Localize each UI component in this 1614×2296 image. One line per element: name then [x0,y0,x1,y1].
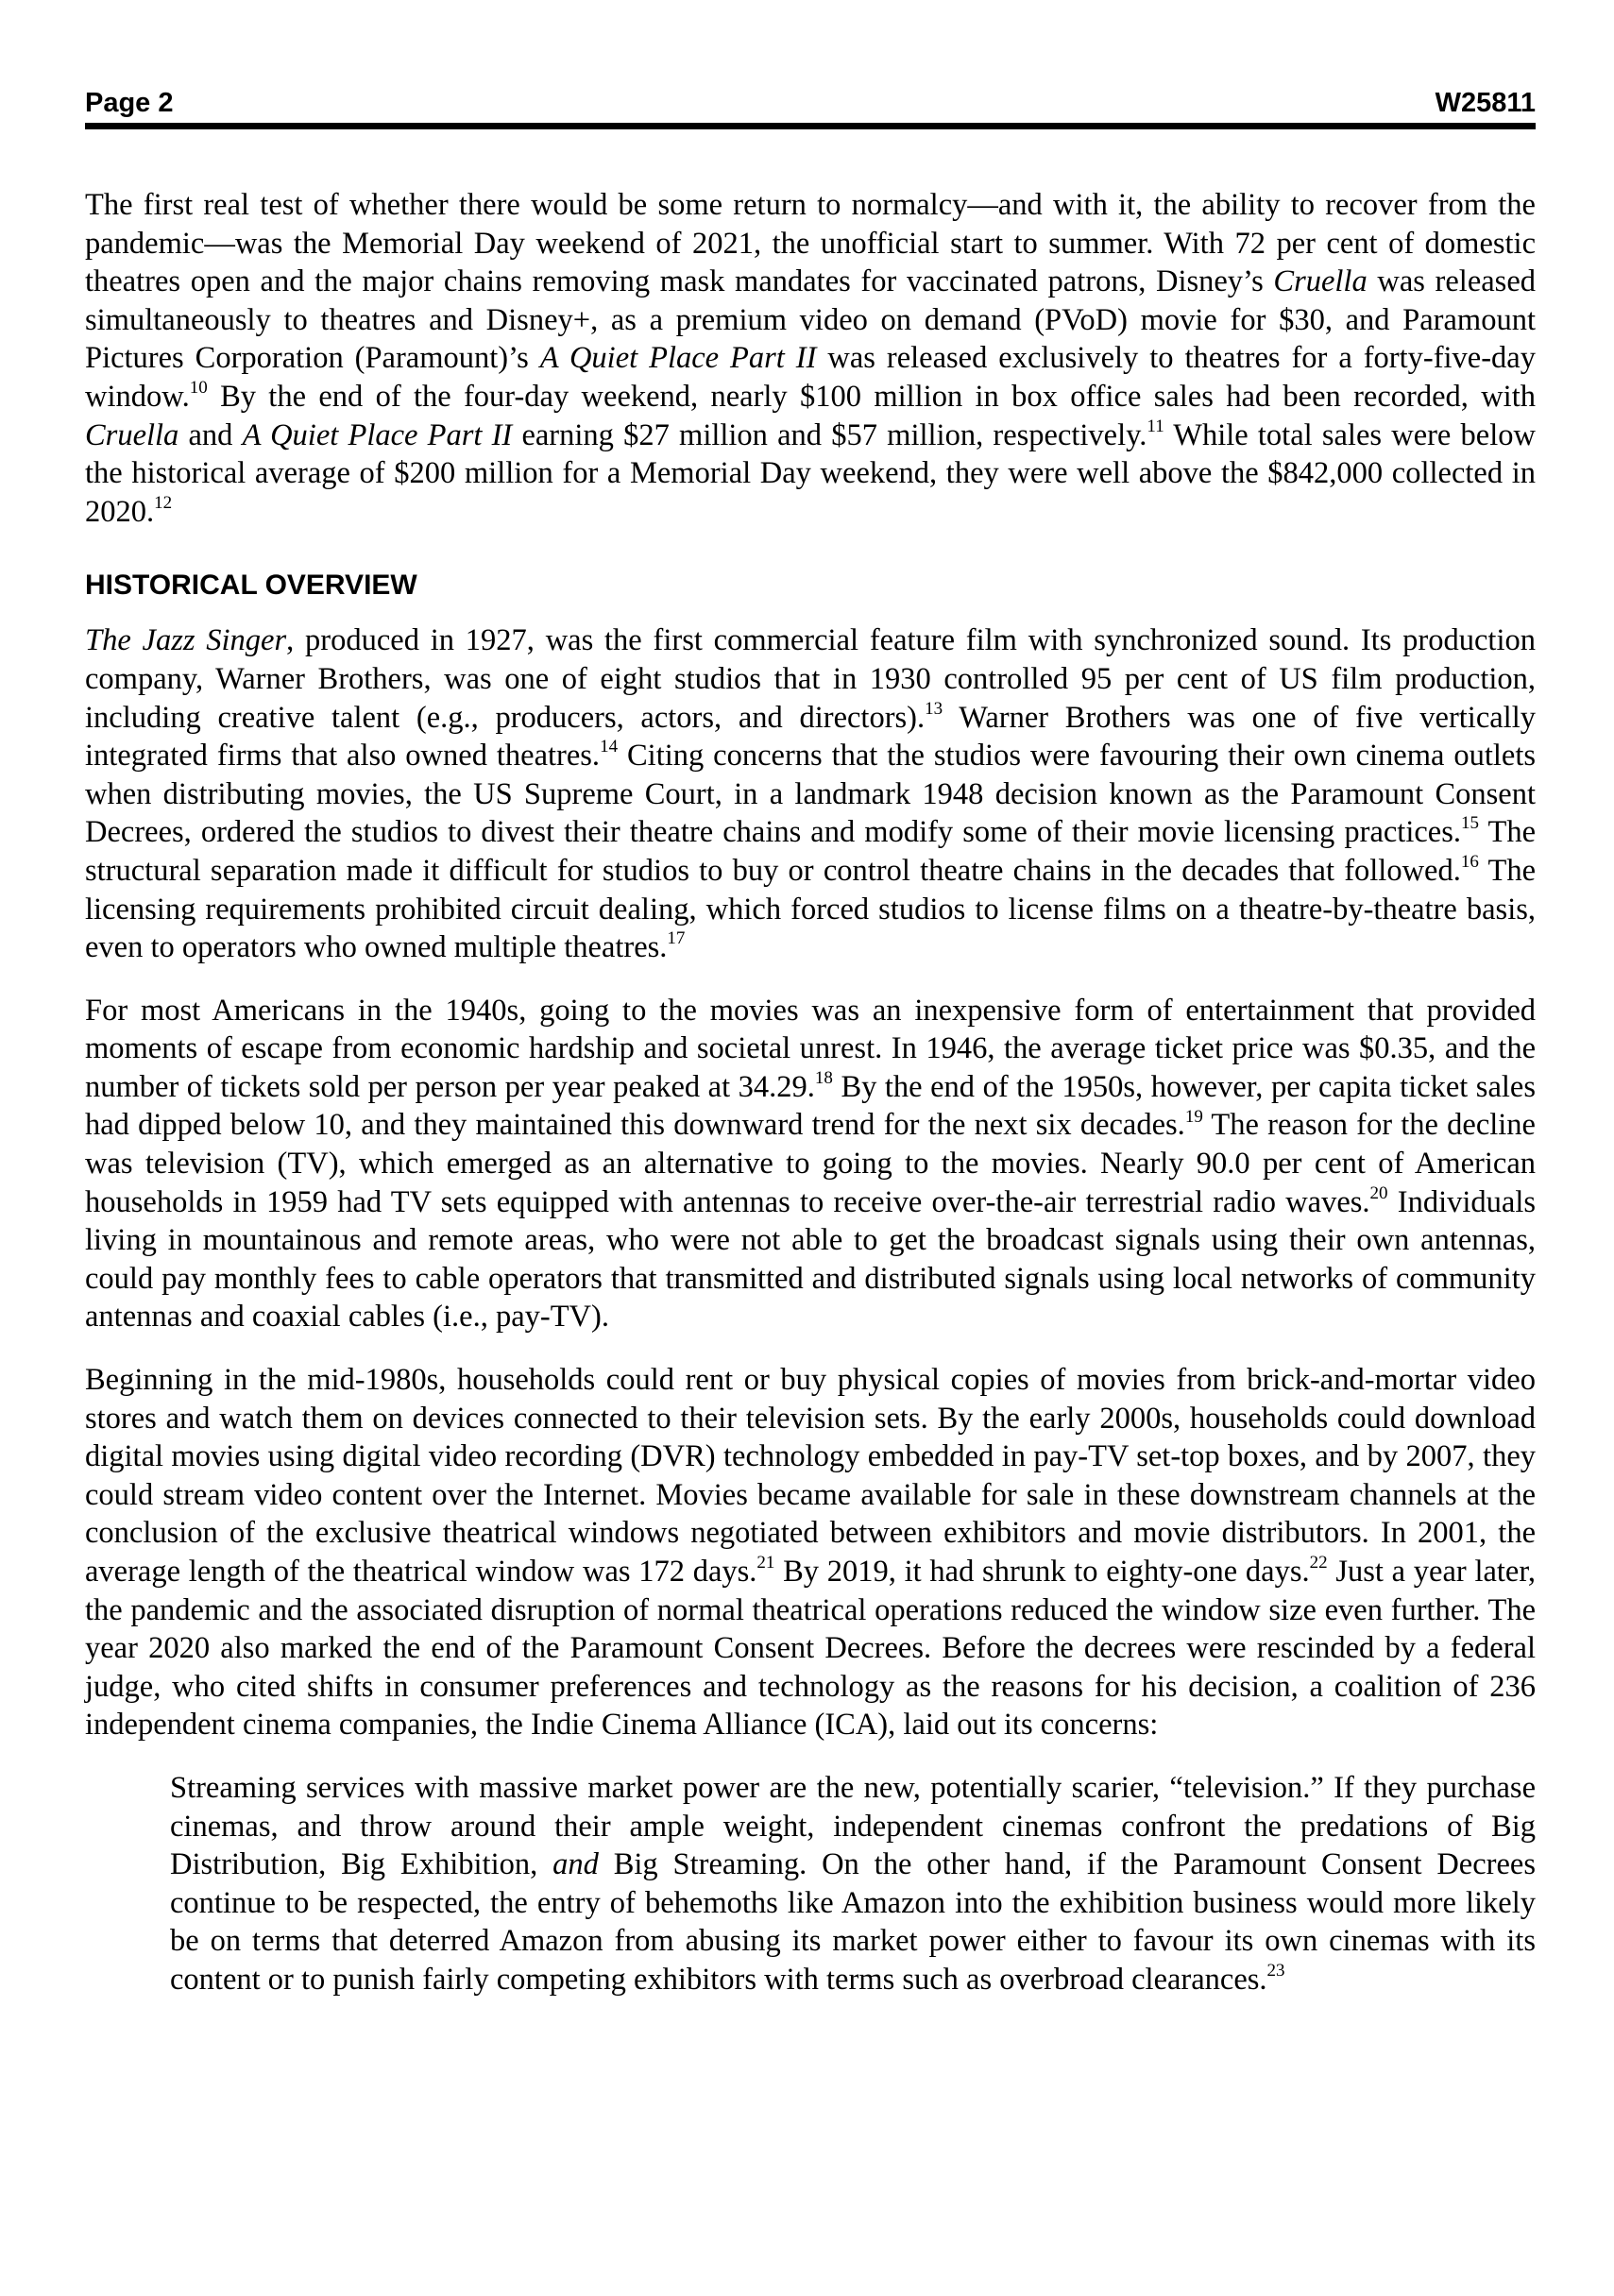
film-title: Cruella [1273,264,1368,299]
footnote-ref: 20 [1369,1182,1388,1203]
text-run: By the end of the 1950s, however, per capita ticket sales had dipped below 10, and they maintained this downward trend for the next six decades. [85,1069,1536,1143]
text-run: was released exclusively to theatres for a forty-five-day window. [85,341,1536,414]
text-run: Individuals living in mountainous and remote areas, who were not able to get the broadcast signals using their own antennas, could pay monthly fees to cable operators that transmitted and distributed signals using local networks of community antennas and coaxial cables (i.e., pay-TV). [85,1184,1537,1335]
text-run: For most Americans in the 1940s, going to the movies was an inexpensive form of entertainment that provided moments of escape from economic hardship and societal unrest. In 1946, the average ticket price was $0.35, and the number of tickets sold per person per year peaked at 34.29. [85,993,1536,1104]
header-rule [85,123,1536,129]
footnote-ref: 15 [1460,813,1479,834]
text-run: While total sales were below the historical average of $200 million for a Memorial Day weekend, they were well above the $842,000 collected in 2020. [85,417,1536,529]
paragraph-jazz-singer [85,621,1536,966]
paragraph-1980s [85,1361,1536,1744]
text-run: , produced in 1927, was the first commercial feature film with synchronized sound. Its production company, Warner Brothers, was one of eight studios that in 1930 controlled 95 per cent of US film production, including creative talent (e.g., producers, actors, and directors). [85,623,1536,735]
body-text [85,186,1536,1999]
footnote-ref: 10 [189,378,208,399]
section-heading: HISTORICAL OVERVIEW [85,570,417,602]
text-run: Warner Brothers was one of five vertically integrated firms that also owned theatres. [85,700,1536,774]
text-run: The licensing requirements prohibited circuit dealing, which forced studios to license films on a theatre-by-theatre basis, even to operators who owned multiple theatres. [85,853,1536,965]
text-run: earning $27 million and $57 million, respectively. [512,417,1147,452]
text-run: Beginning in the mid-1980s, households could rent or buy physical copies of movies from brick-and-mortar video stores and watch them on devices connected to their television sets. By the early 2000s, households could download digital movies using digital video recording (DVR) technology embedded in pay-TV set-top boxes, and by 2007, they could stream video content over the Internet. Movies became available for sale in these downstream channels at the conclusion of the exclusive theatrical windows negotiated between exhibitors and movie distributors. In 2001, the average length of the theatrical window was 172 days. [85,1363,1536,1589]
text-run: The first real test of whether there would be some return to normalcy—and with it, the ability to recover from the pandemic—was the Memorial Day weekend of 2021, the unofficial start to summer. With 72 per cent of domestic theatres open and the major chains removing mask mandates for vaccinated patrons, Disney’s [85,188,1536,299]
footnote-ref: 23 [1266,1961,1285,1981]
footnote-ref: 22 [1309,1553,1328,1573]
film-title: A Quiet Place Part II [539,341,817,376]
text-run: By 2019, it had shrunk to eighty-one days. [774,1555,1310,1589]
page-number: Page 2 [85,88,174,118]
footnote-ref: 13 [925,698,943,719]
paragraph-memorial-day [85,186,1536,531]
case-number: W25811 [1435,88,1536,118]
text-run: Just a year later, the pandemic and the associated disruption of normal theatrical operations reduced the window size even further. The year 2020 also marked the end of the Paramount Consent Decrees. Before the decrees were rescinded by a federal judge, who cited shifts in consumer preferences and technology as the reasons for his decision, a coalition of 236 independent cinema companies, the Indie Cinema Alliance (ICA), laid out its concerns: [85,1555,1537,1743]
footnote-ref: 11 [1147,416,1164,436]
film-title: A Quiet Place Part II [242,417,513,452]
text-run: Citing concerns that the studios were favouring their own cinema outlets when distributing movies, the US Supreme Court, in a landmark 1948 decision known as the Paramount Consent Decrees, ordered the studios to divest their theatre chains and modify some of their movie licensing practices. [85,739,1537,850]
text-run: Streaming services with massive market power are the new, potentially scarier, “television.” If they purchase cinemas, and throw around their ample weight, independent cinemas confront the predations of Big Distribution, Big Exhibition, [170,1770,1536,1882]
text-run: was released simultaneously to theatres and Disney+, as a premium video on demand (PVoD) movie for $30, and Paramount Pictures Corporation (Paramount)’s [85,264,1536,376]
film-title: Cruella [85,417,179,452]
text-run: Big Streaming. On the other hand, if the Paramount Consent Decrees continue to be respected, the entry of behemoths like Amazon into the exhibition business would more likely be on terms that deterred Amazon from abusing its market power either to favour its own cinemas with its content or to punish fairly competing exhibitors with terms such as overbroad clearances. [170,1847,1536,1997]
footnote-ref: 19 [1184,1106,1203,1127]
text-run: The structural separation made it difficult for studios to buy or control theatre chains in the decades that followed. [85,815,1536,888]
paragraph-1940s [85,992,1536,1336]
text-run: The reason for the decline was television (TV), which emerged as an alternative to going to the movies. Nearly 90.0 per cent of American households in 1959 had TV sets equipped with antennas to receive over-the-air terrestrial radio waves. [85,1108,1536,1219]
emphasis: and [552,1847,599,1882]
text-run: and [178,417,243,452]
page-header [85,87,1536,121]
text-run: By the end of the four-day weekend, nearly $100 million in box office sales had been recorded, with [207,379,1536,414]
footnote-ref: 21 [756,1553,775,1573]
footnote-ref: 12 [154,492,173,513]
film-title: The Jazz Singer [85,623,287,658]
footnote-ref: 17 [667,928,686,949]
footnote-ref: 18 [814,1068,833,1089]
block-quote [170,1769,1536,1999]
footnote-ref: 16 [1460,852,1479,873]
footnote-ref: 14 [600,737,619,757]
